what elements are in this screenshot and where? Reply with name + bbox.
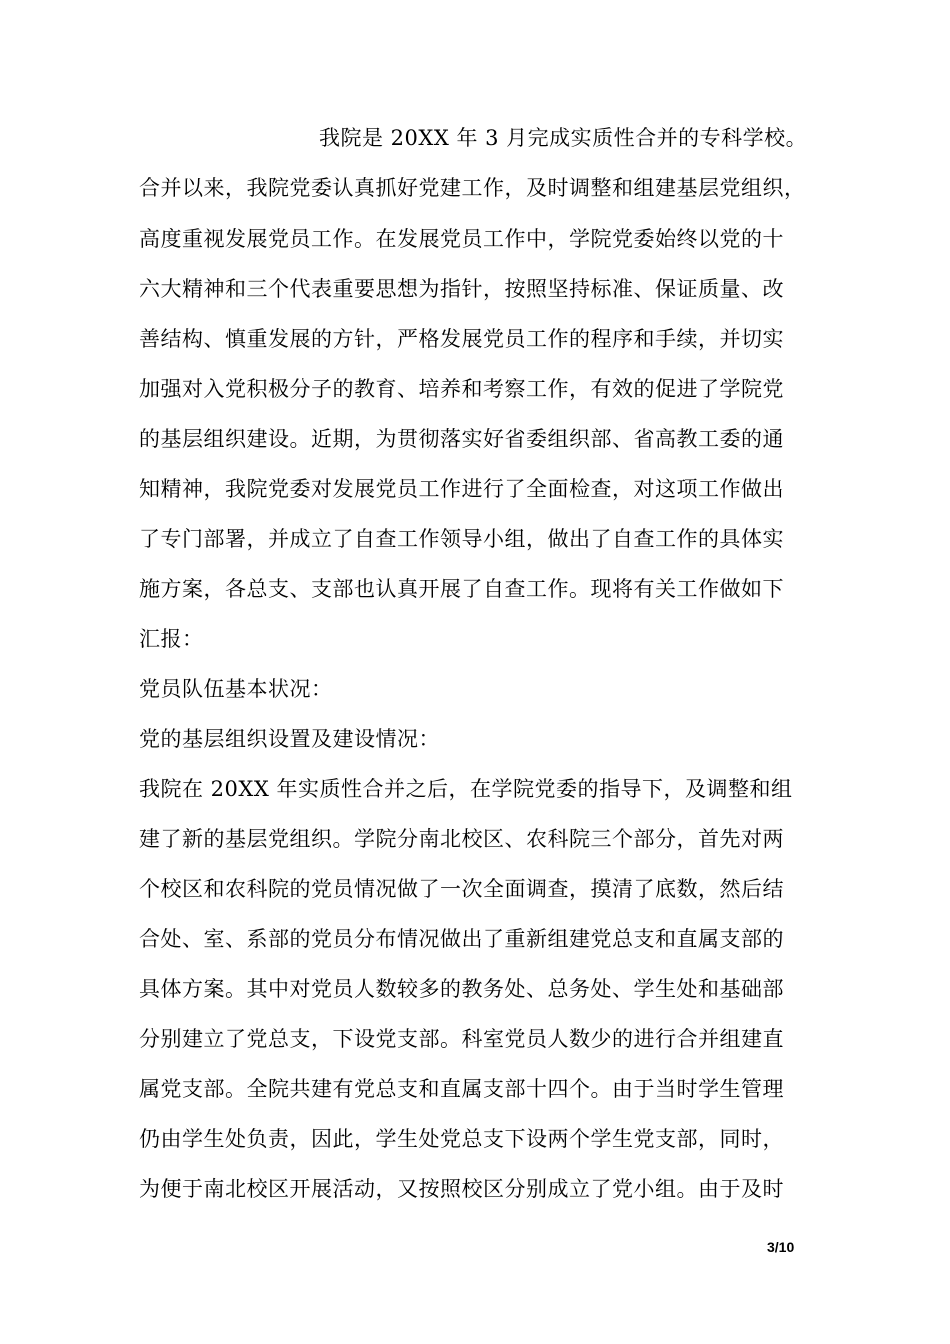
text-line: 加强对入党积极分子的教育、培养和考察工作，有效的促进了学院党 xyxy=(139,377,784,401)
text-line: 仍由学生处负责，因此，学生处党总支下设两个学生党支部，同时， xyxy=(139,1127,784,1151)
text-line: 汇报： xyxy=(139,627,204,651)
section-heading: 党的基层组织设置及建设情况： xyxy=(139,727,440,751)
text-line: 高度重视发展党员工作。在发展党员工作中，学院党委始终以党的十 xyxy=(139,227,784,251)
text-line: 施方案，各总支、支部也认真开展了自查工作。现将有关工作做如下 xyxy=(139,577,784,601)
text-line: 属党支部。全院共建有党总支和直属支部十四个。由于当时学生管理 xyxy=(139,1077,784,1101)
text-line: 具体方案。其中对党员人数较多的教务处、总务处、学生处和基础部 xyxy=(139,977,784,1001)
text-line: 分别建立了党总支，下设党支部。科室党员人数少的进行合并组建直 xyxy=(139,1027,784,1051)
text-line: 合并以来，我院党委认真抓好党建工作，及时调整和组建基层党组织， xyxy=(139,176,806,200)
section-heading: 党员队伍基本状况： xyxy=(139,677,333,701)
text-line: 的基层组织建设。近期，为贯彻落实好省委组织部、省高教工委的通 xyxy=(139,427,784,451)
text-line: 了专门部署，并成立了自查工作领导小组，做出了自查工作的具体实 xyxy=(139,527,784,551)
page-number: 3/10 xyxy=(767,1239,795,1255)
text-line: 知精神，我院党委对发展党员工作进行了全面检查，对这项工作做出 xyxy=(139,477,784,501)
text-line: 合处、室、系部的党员分布情况做出了重新组建党总支和直属支部的 xyxy=(139,927,784,951)
text-line: 我院在 20XX 年实质性合并之后，在学院党委的指导下，及调整和组 xyxy=(139,777,793,801)
text-line: 我院是 20XX 年 3 月完成实质性合并的专科学校。 xyxy=(319,126,808,150)
text-line: 建了新的基层党组织。学院分南北校区、农科院三个部分，首先对两 xyxy=(139,827,784,851)
text-line: 六大精神和三个代表重要思想为指针，按照坚持标准、保证质量、改 xyxy=(139,277,784,301)
text-line: 善结构、慎重发展的方针，严格发展党员工作的程序和手续，并切实 xyxy=(139,327,784,351)
text-line: 个校区和农科院的党员情况做了一次全面调查，摸清了底数，然后结 xyxy=(139,877,784,901)
text-line: 为便于南北校区开展活动，又按照校区分别成立了党小组。由于及时 xyxy=(139,1177,784,1201)
